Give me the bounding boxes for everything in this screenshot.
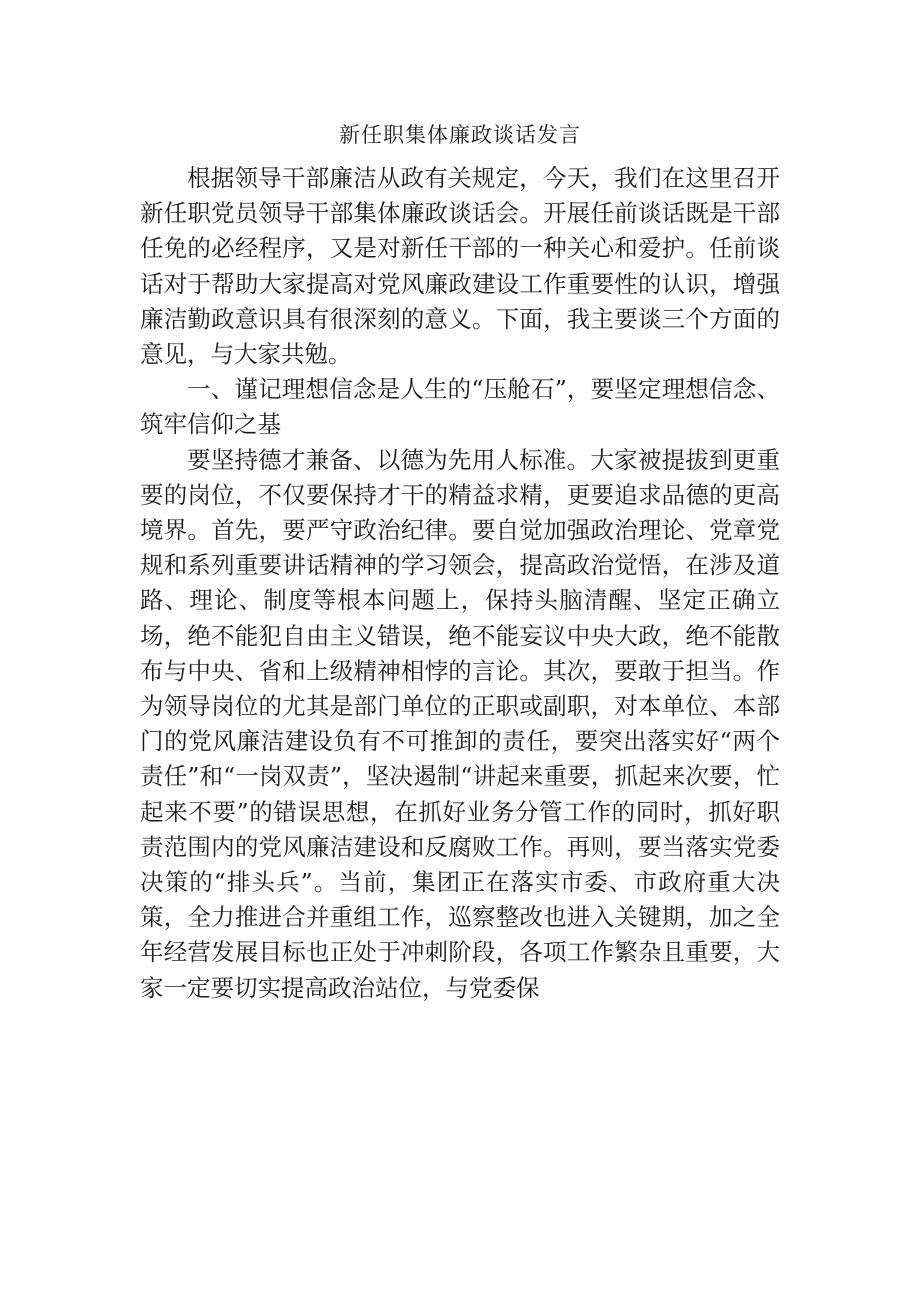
document-title: 新任职集体廉政谈话发言 [339, 123, 581, 147]
intro-paragraph: 根据领导干部廉洁从政有关规定，今天，我们在这里召开新任职党员领导干部集体廉政谈话会。开展任前谈话既是干部任免的必经程序，又是对新任干部的一种关心和爱护。任前谈话对于帮助大家提高对党风廉政建设工作重要性的认识，增强廉洁勤政意识具有很深刻的意义。下面，我主要谈三个方面的意见，与大家共勉。 [140, 164, 780, 369]
section-heading-1: 一、谨记理想信念是人生的“压舱石”，要坚定理想信念、筑牢信仰之基 [140, 375, 780, 439]
body-paragraph: 要坚持德才兼备、以德为先用人标准。大家被提拔到更重要的岗位，不仅要保持才干的精益求精，更要追求品德的更高境界。首先，要严守政治纪律。要自觉加强政治理论、党章党规和系列重要讲话精神的学习领会，提高政治觉悟，在涉及道路、理论、制度等根本问题上，保持头脑清醒、坚定正确立场，绝不能犯自由主义错误，绝不能妄议中央大政，绝不能散布与中央、省和上级精神相悖的言论。其次，要敢于担当。作为领导岗位的尤其是部门单位的正职或副职，对本单位、本部门的党风廉洁建设负有不可推卸的责任，要突出落实好“两个责任”和“一岗双责”，坚决遏制“讲起来重要，抓起来次要，忙起来不要”的错误思想，在抓好业务分管工作的同时，抓好职责范围内的党风廉洁建设和反腐败工作。再则，要当落实党委决策的“排头兵”。当前，集团正在落实市委、市政府重大决策，全力推进合并重组工作，巡察整改也进入关键期，加之全年经营发展目标也正处于冲刺阶段，各项工作繁杂且重要，大家一定要切实提高政治站位，与党委保 [140, 445, 780, 1002]
document-body [140, 115, 780, 1006]
